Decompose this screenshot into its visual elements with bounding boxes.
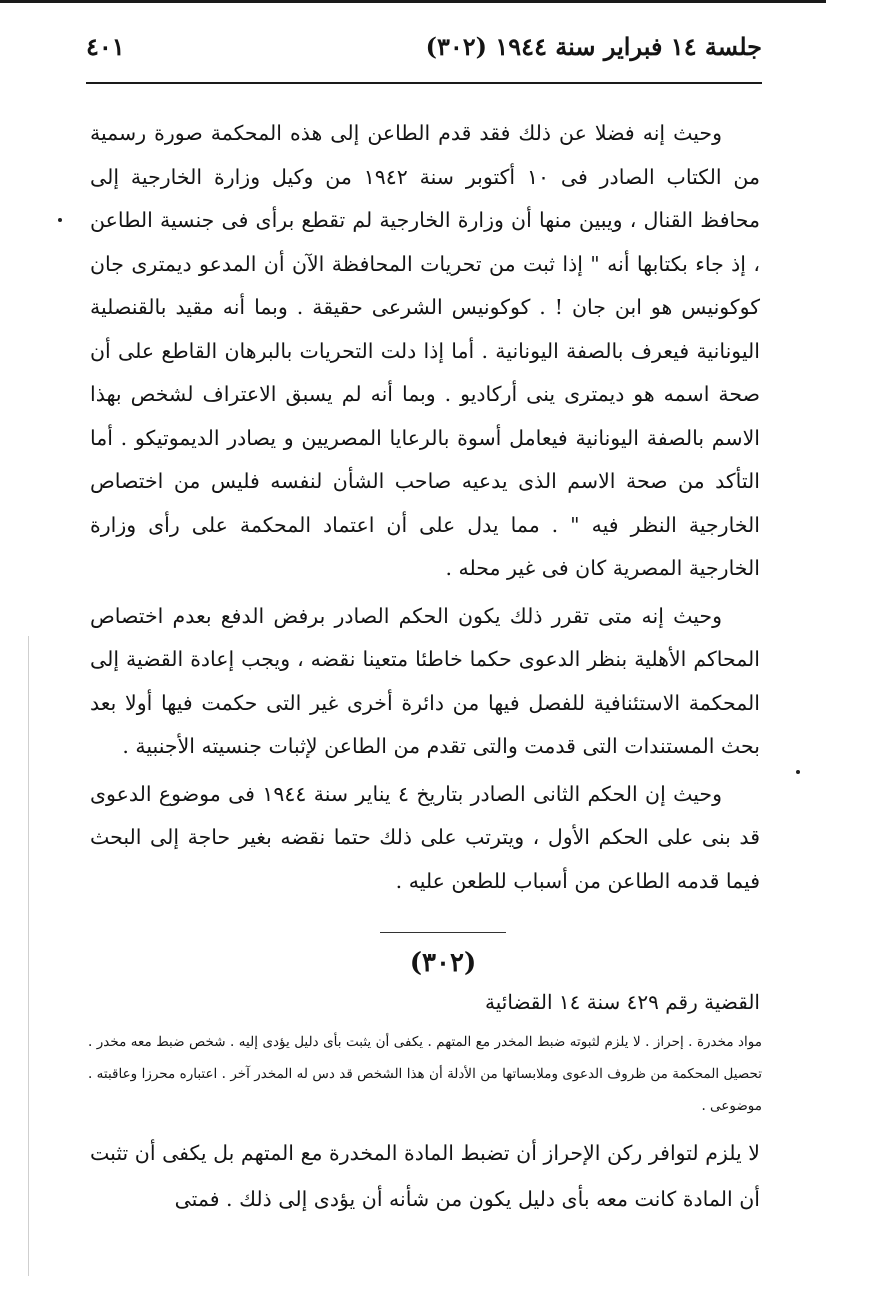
header-rule — [86, 82, 762, 84]
paragraph-reasoning-1: وحيث إنه فضلا عن ذلك فقد قدم الطاعن إلى هذه المحكمة صورة رسمية من الكتاب الصادر فى ١٠ أكتوبر سنة ١٩٤٢ من وكيل وزارة الخارجية إلى محافظ القنال ، ويبين منها أن وزارة الخارجية لم تقطع برأى فى جنسية الطاعن ، إذ جاء بكتابها أنه " إذا ثبت من تحريات المحافظة الآن أن المدعو ديمترى جان كوكونيس هو ابن جان ! . كوكونيس الشرعى حقيقة . وبما أنه مقيد بالقنصلية اليونانية فيعرف بالصفة اليونانية . أما إذا دلت التحريات بالبرهان القاطع على أن صحة اسمه هو ديمترى ينى أركاديو . وبما أنه لم يسبق الاعتراف لشخص بهذا الاسم بالصفة اليونانية فيعامل أسوة بالرعايا المصريين و يصادر الديموتيكو . أما التأكد من صحة الاسم الذى يدعيه صاحب الشأن لنفسه فليس من اختصاص الخارجية النظر فيه " . مما يدل على أن اعتماد المحكمة على رأى وزارة الخارجية المصرية كان فى غير محله . — [90, 121, 760, 580]
page-number: ٤٠١ — [86, 32, 125, 61]
running-head: جلسة ١٤ فبراير سنة ١٩٤٤ (٣٠٢) — [425, 32, 762, 61]
case-headnote: مواد مخدرة . إحراز . لا يلزم لثبوته ضبط المخدر مع المتهم . يكفى أن يثبت بأى دليل يؤدى إليه . شخص ضبط معه مخدر . تحصيل المحكمة من ظروف الدعوى وملابساتها من الأدلة أن هذا الشخص قد دس له المخدر آخر . اعتباره محرزا وعاقبته . موضوعى . — [88, 1034, 762, 1114]
top-edge-rule — [0, 0, 826, 3]
case-divider — [380, 932, 506, 933]
judgment-text — [90, 112, 760, 903]
case-ruling: لا يلزم لتوافر ركن الإحراز أن تضبط المادة المخدرة مع المتهم بل يكفى أن تثبت أن المادة كانت معه بأى دليل يكون من شأنه أن يؤدى إلى ذلك . فمتى — [90, 1141, 760, 1211]
paragraph-reasoning-3: وحيث إن الحكم الثانى الصادر بتاريخ ٤ يناير سنة ١٩٤٤ فى موضوع الدعوى قد بنى على الحكم الأول ، ويترتب على ذلك حتما نقضه بغير حاجة إلى البحث فيما قدمه الطاعن من أسباب للطعن عليه . — [90, 781, 760, 893]
page-header — [86, 28, 762, 78]
case-reference: القضية رقم ٤٢٩ سنة ١٤ القضائية — [485, 990, 760, 1014]
margin-speck — [796, 770, 800, 774]
paragraph-reasoning-2: وحيث إنه متى تقرر ذلك يكون الحكم الصادر برفض الدفع بعدم اختصاص المحاكم الأهلية بنظر الدعوى حكما خاطئا متعينا نقضه ، ويجب إعادة القضية إلى المحكمة الاستئنافية للفصل فيها من دائرة أخرى غير التى حكمت فيها أولا بعد بحث المستندات التى قدمت والتى تقدم من الطاعن لإثبات جنسيته الأجنبية . — [90, 603, 760, 758]
margin-speck — [58, 218, 62, 222]
binding-margin-line — [28, 636, 39, 1276]
case-number: (٣٠٢) — [409, 948, 477, 978]
